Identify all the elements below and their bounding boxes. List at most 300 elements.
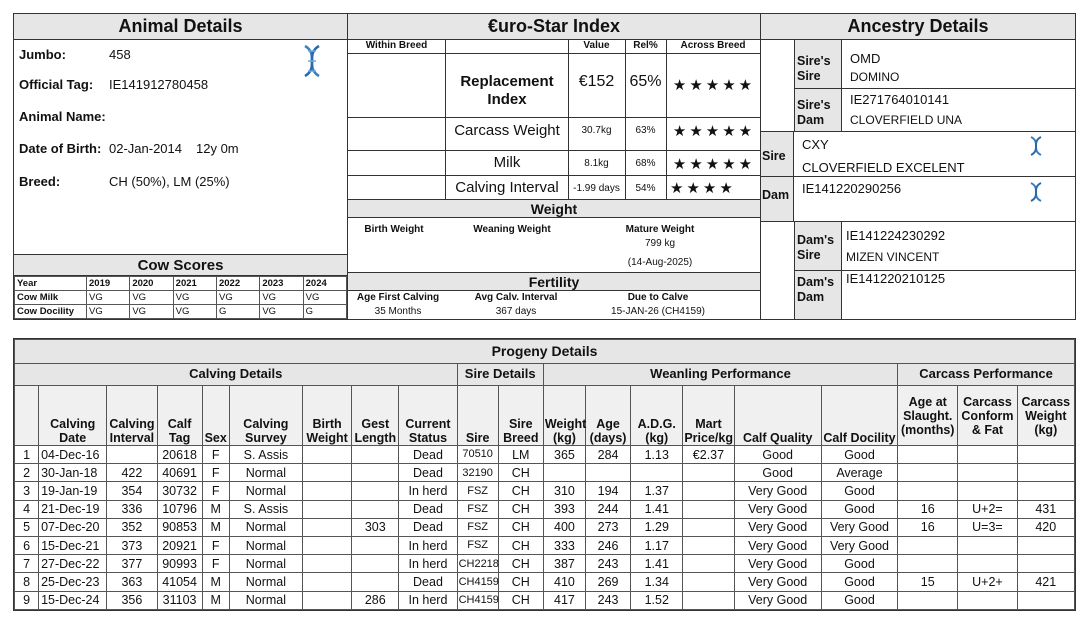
progeny-cell: In herd bbox=[399, 482, 457, 500]
progeny-cell: Good bbox=[734, 464, 821, 482]
progeny-cell: CH bbox=[498, 591, 543, 609]
progeny-cell: 246 bbox=[586, 536, 631, 554]
progeny-cell: 16 bbox=[898, 500, 958, 518]
progeny-cell: M bbox=[202, 518, 229, 536]
progeny-cell: Very Good bbox=[734, 536, 821, 554]
progeny-cell bbox=[303, 518, 352, 536]
progeny-cell: CH2218 bbox=[457, 555, 498, 573]
progeny-cell: 9 bbox=[15, 591, 39, 609]
progeny-cell: 273 bbox=[586, 518, 631, 536]
progeny-cell: 363 bbox=[107, 573, 157, 591]
progeny-cell bbox=[303, 573, 352, 591]
dam-dam-label: Dam's Dam bbox=[797, 275, 835, 304]
progeny-cell: 269 bbox=[586, 573, 631, 591]
animal-name-label: Animal Name: bbox=[19, 109, 106, 124]
within-breed-header: Within Breed bbox=[365, 40, 428, 51]
progeny-cell: FSZ bbox=[457, 500, 498, 518]
progeny-cell: Normal bbox=[229, 482, 302, 500]
col-header: Mart Price/kg bbox=[683, 386, 734, 446]
progeny-cell bbox=[683, 500, 734, 518]
dam-label: Dam bbox=[762, 188, 790, 202]
dam-tag: IE141220290256 bbox=[802, 181, 902, 196]
progeny-cell: CH bbox=[498, 536, 543, 554]
progeny-cell bbox=[303, 464, 352, 482]
progeny-cell bbox=[898, 536, 958, 554]
sire-details-group: Sire Details bbox=[457, 364, 543, 386]
cow-docility-row bbox=[15, 305, 347, 319]
progeny-cell: 333 bbox=[543, 536, 585, 554]
progeny-cell: 1 bbox=[15, 446, 39, 464]
progeny-cell bbox=[898, 591, 958, 609]
birth-weight-label: Birth Weight bbox=[364, 224, 424, 235]
progeny-cell bbox=[107, 446, 157, 464]
progeny-cell: Good bbox=[821, 482, 897, 500]
mature-weight-date: (14-Aug-2025) bbox=[627, 257, 693, 268]
progeny-cell bbox=[352, 573, 399, 591]
progeny-cell bbox=[683, 464, 734, 482]
progeny-cell: 1.29 bbox=[631, 518, 683, 536]
carcass-weight-stars: ★★★★★ bbox=[672, 123, 756, 140]
year-label: Year bbox=[15, 277, 87, 291]
due-to-calve-label: Due to Calve bbox=[627, 292, 689, 303]
progeny-cell bbox=[1017, 464, 1074, 482]
cow-scores-table bbox=[14, 276, 347, 319]
sire-sire-code: OMD bbox=[850, 51, 881, 66]
progeny-cell bbox=[683, 482, 734, 500]
progeny-cell: 4 bbox=[15, 500, 39, 518]
progeny-cell bbox=[586, 464, 631, 482]
progeny-cell: In herd bbox=[399, 536, 457, 554]
progeny-cell: 32190 bbox=[457, 464, 498, 482]
col-header: Age at Slaught. (months) bbox=[898, 386, 958, 446]
score-cell: VG bbox=[130, 305, 173, 319]
progeny-cell: 8 bbox=[15, 573, 39, 591]
progeny-cell: 90993 bbox=[157, 555, 202, 573]
progeny-cell bbox=[352, 500, 399, 518]
score-cell: VG bbox=[87, 291, 130, 305]
progeny-cell bbox=[303, 536, 352, 554]
progeny-cell: 30732 bbox=[157, 482, 202, 500]
progeny-cell: Very Good bbox=[821, 518, 897, 536]
progeny-cell: 387 bbox=[543, 555, 585, 573]
progeny-cell: 5 bbox=[15, 518, 39, 536]
progeny-cell: F bbox=[202, 536, 229, 554]
ancestry-title: Ancestry Details bbox=[761, 14, 1075, 40]
milk-stars: ★★★★★ bbox=[672, 156, 756, 173]
progeny-cell bbox=[1017, 555, 1074, 573]
col-header bbox=[15, 386, 39, 446]
progeny-cell: Normal bbox=[229, 536, 302, 554]
progeny-cell: 352 bbox=[107, 518, 157, 536]
progeny-cell: 7 bbox=[15, 555, 39, 573]
due-to-calve-value: 15-JAN-26 (CH4159) bbox=[611, 306, 705, 317]
divider bbox=[761, 221, 1075, 222]
cow-docility-label: Cow Docility bbox=[15, 305, 87, 319]
progeny-cell bbox=[898, 555, 958, 573]
progeny-cell: 1.17 bbox=[631, 536, 683, 554]
progeny-cell: Average bbox=[821, 464, 897, 482]
eurostar-title: €uro-Star Index bbox=[348, 14, 760, 40]
progeny-cell: F bbox=[202, 482, 229, 500]
progeny-cell: FSZ bbox=[457, 482, 498, 500]
divider bbox=[348, 53, 760, 54]
dna-icon[interactable] bbox=[1029, 182, 1043, 202]
progeny-cell: F bbox=[202, 555, 229, 573]
progeny-row bbox=[15, 500, 1075, 518]
progeny-cell bbox=[683, 591, 734, 609]
col-header: Calving Interval bbox=[107, 386, 157, 446]
progeny-cell: F bbox=[202, 446, 229, 464]
progeny-cell: 30-Jan-18 bbox=[39, 464, 107, 482]
progeny-cell: 1.34 bbox=[631, 573, 683, 591]
progeny-cell: 354 bbox=[107, 482, 157, 500]
col-header: Calf Quality bbox=[734, 386, 821, 446]
carcass-weight-rel: 63% bbox=[635, 125, 656, 136]
progeny-cell: 15 bbox=[898, 573, 958, 591]
progeny-cell: 15-Dec-24 bbox=[39, 591, 107, 609]
progeny-cell: 244 bbox=[586, 500, 631, 518]
cow-scores-section bbox=[14, 254, 347, 319]
divider bbox=[794, 88, 1075, 89]
progeny-table bbox=[14, 339, 1075, 610]
year-2022: 2022 bbox=[216, 277, 259, 291]
score-cell: VG bbox=[130, 291, 173, 305]
calving-interval-label: Calving Interval bbox=[455, 179, 559, 196]
progeny-cell: Very Good bbox=[734, 573, 821, 591]
mature-weight-value: 799 kg bbox=[644, 238, 676, 249]
progeny-row bbox=[15, 536, 1075, 554]
carcass-performance-group: Carcass Performance bbox=[898, 364, 1075, 386]
progeny-cell: FSZ bbox=[457, 536, 498, 554]
sire-dam-tag: IE271764010141 bbox=[850, 92, 950, 107]
progeny-cell: M bbox=[202, 500, 229, 518]
progeny-cell: 10796 bbox=[157, 500, 202, 518]
col-header: Sire bbox=[457, 386, 498, 446]
progeny-cell: U+2= bbox=[958, 500, 1017, 518]
value-header: Value bbox=[583, 40, 610, 51]
progeny-cell: 27-Dec-22 bbox=[39, 555, 107, 573]
progeny-cell: 19-Jan-19 bbox=[39, 482, 107, 500]
progeny-cell: 16 bbox=[898, 518, 958, 536]
divider bbox=[348, 150, 760, 151]
progeny-cell: 6 bbox=[15, 536, 39, 554]
progeny-cell bbox=[898, 464, 958, 482]
dam-sire-tag: IE141224230292 bbox=[846, 228, 946, 243]
eurostar-panel bbox=[347, 13, 761, 320]
progeny-cell: 410 bbox=[543, 573, 585, 591]
progeny-cell: 194 bbox=[586, 482, 631, 500]
progeny-cell bbox=[352, 464, 399, 482]
cow-milk-label: Cow Milk bbox=[15, 291, 87, 305]
progeny-cell bbox=[898, 482, 958, 500]
cow-milk-row bbox=[15, 291, 347, 305]
progeny-cell: Very Good bbox=[734, 591, 821, 609]
progeny-cell: 377 bbox=[107, 555, 157, 573]
progeny-cell: Dead bbox=[399, 573, 457, 591]
progeny-cell bbox=[683, 573, 734, 591]
progeny-cell bbox=[958, 446, 1017, 464]
replacement-index-rel: 65% bbox=[629, 73, 662, 90]
year-2024: 2024 bbox=[303, 277, 346, 291]
dam-sire-label: Dam's Sire bbox=[797, 233, 835, 262]
progeny-cell: 70510 bbox=[457, 446, 498, 464]
age-first-calving-value: 35 Months bbox=[374, 306, 422, 317]
year-2021: 2021 bbox=[173, 277, 216, 291]
age-value: 12y 0m bbox=[196, 141, 239, 156]
progeny-cell: €2.37 bbox=[683, 446, 734, 464]
col-header: Weight (kg) bbox=[543, 386, 585, 446]
progeny-cell: 310 bbox=[543, 482, 585, 500]
progeny-cell: 2 bbox=[15, 464, 39, 482]
progeny-cell: 365 bbox=[543, 446, 585, 464]
progeny-cell: Very Good bbox=[734, 555, 821, 573]
progeny-cell: 1.41 bbox=[631, 555, 683, 573]
year-2019: 2019 bbox=[87, 277, 130, 291]
progeny-cell: Good bbox=[734, 446, 821, 464]
col-header: Gest Length bbox=[352, 386, 399, 446]
progeny-title: Progeny Details bbox=[15, 340, 1075, 364]
progeny-cell: CH bbox=[498, 573, 543, 591]
progeny-cell bbox=[1017, 482, 1074, 500]
ancestry-panel bbox=[760, 13, 1076, 320]
progeny-cell: 431 bbox=[1017, 500, 1074, 518]
weaning-weight-label: Weaning Weight bbox=[473, 224, 551, 235]
score-cell: G bbox=[216, 305, 259, 319]
progeny-cell: Good bbox=[821, 573, 897, 591]
sire-dam-label: Sire's Dam bbox=[797, 98, 831, 127]
progeny-cell: 40691 bbox=[157, 464, 202, 482]
progeny-cell: 243 bbox=[586, 591, 631, 609]
dob-value: 02-Jan-2014 bbox=[109, 141, 182, 156]
progeny-row bbox=[15, 518, 1075, 536]
score-cell: G bbox=[303, 305, 346, 319]
progeny-cell: 422 bbox=[107, 464, 157, 482]
progeny-cell: CH bbox=[498, 555, 543, 573]
dob-label: Date of Birth: bbox=[19, 141, 102, 156]
progeny-cell: 1.52 bbox=[631, 591, 683, 609]
calving-interval-stars: ★★★★ bbox=[670, 180, 736, 197]
progeny-cell bbox=[303, 500, 352, 518]
progeny-cell bbox=[958, 591, 1017, 609]
progeny-cell: Very Good bbox=[734, 500, 821, 518]
sire-sire-name: DOMINO bbox=[850, 70, 900, 84]
weight-title: Weight bbox=[348, 199, 760, 218]
dna-icon[interactable] bbox=[301, 44, 323, 78]
progeny-cell bbox=[1017, 446, 1074, 464]
progeny-cell bbox=[303, 591, 352, 609]
calving-interval-value: -1.99 days bbox=[573, 183, 620, 194]
col-header: Calf Docility bbox=[821, 386, 897, 446]
score-cell: VG bbox=[303, 291, 346, 305]
animal-details-title: Animal Details bbox=[14, 14, 347, 40]
progeny-cell: 356 bbox=[107, 591, 157, 609]
progeny-cell: CH4159 bbox=[457, 573, 498, 591]
weanling-performance-group: Weanling Performance bbox=[543, 364, 897, 386]
progeny-row bbox=[15, 573, 1075, 591]
progeny-cell bbox=[352, 446, 399, 464]
sire-code: CXY bbox=[802, 137, 829, 152]
progeny-cell bbox=[683, 536, 734, 554]
score-cell: VG bbox=[260, 291, 303, 305]
progeny-cell: Dead bbox=[399, 518, 457, 536]
dna-icon[interactable] bbox=[1029, 136, 1043, 156]
progeny-cell: CH bbox=[498, 500, 543, 518]
progeny-cell: Good bbox=[821, 500, 897, 518]
progeny-row bbox=[15, 591, 1075, 609]
progeny-cell: 1.13 bbox=[631, 446, 683, 464]
progeny-rows bbox=[15, 446, 1075, 610]
age-first-calving-label: Age First Calving bbox=[356, 292, 440, 303]
col-header: Carcass Weight (kg) bbox=[1017, 386, 1074, 446]
cow-scores-title: Cow Scores bbox=[14, 254, 347, 276]
progeny-cell: Normal bbox=[229, 518, 302, 536]
dam-sire-name: MIZEN VINCENT bbox=[846, 250, 940, 264]
progeny-cell: 303 bbox=[352, 518, 399, 536]
carcass-weight-value: 30.7kg bbox=[581, 125, 612, 136]
progeny-cell: Normal bbox=[229, 555, 302, 573]
progeny-cell: CH bbox=[498, 482, 543, 500]
divider bbox=[348, 175, 760, 176]
progeny-cell: CH4159 bbox=[457, 591, 498, 609]
progeny-cell: 41054 bbox=[157, 573, 202, 591]
col-header: A.D.G. (kg) bbox=[631, 386, 683, 446]
progeny-cell: U=3= bbox=[958, 518, 1017, 536]
progeny-cell: Good bbox=[821, 446, 897, 464]
score-cell: VG bbox=[216, 291, 259, 305]
progeny-row bbox=[15, 482, 1075, 500]
progeny-cell: In herd bbox=[399, 591, 457, 609]
col-header: Age (days) bbox=[586, 386, 631, 446]
col-header: Sire Breed bbox=[498, 386, 543, 446]
official-tag-label: Official Tag: bbox=[19, 77, 94, 92]
progeny-cell: S. Assis bbox=[229, 446, 302, 464]
divider bbox=[761, 131, 1075, 132]
progeny-cell: FSZ bbox=[457, 518, 498, 536]
divider bbox=[761, 176, 1075, 177]
progeny-cell bbox=[303, 555, 352, 573]
official-tag-value: IE141912780458 bbox=[109, 77, 209, 92]
progeny-cell: Normal bbox=[229, 464, 302, 482]
progeny-cell: Normal bbox=[229, 573, 302, 591]
progeny-cell: M bbox=[202, 591, 229, 609]
col-header: Carcass Conform & Fat bbox=[958, 386, 1017, 446]
progeny-row bbox=[15, 464, 1075, 482]
progeny-cell: 07-Dec-20 bbox=[39, 518, 107, 536]
progeny-cell: Very Good bbox=[734, 518, 821, 536]
progeny-cell bbox=[543, 464, 585, 482]
progeny-cell: 25-Dec-23 bbox=[39, 573, 107, 591]
col-header: Sex bbox=[202, 386, 229, 446]
progeny-cell bbox=[683, 555, 734, 573]
progeny-cell bbox=[958, 482, 1017, 500]
rel-header: Rel% bbox=[633, 40, 658, 51]
progeny-cell: 243 bbox=[586, 555, 631, 573]
progeny-cell bbox=[958, 464, 1017, 482]
progeny-cell: Dead bbox=[399, 464, 457, 482]
progeny-cell: Very Good bbox=[821, 536, 897, 554]
sire-label: Sire bbox=[762, 149, 786, 163]
progeny-cell: 373 bbox=[107, 536, 157, 554]
replacement-index-label: Replacement Index bbox=[460, 73, 554, 108]
progeny-cell: 3 bbox=[15, 482, 39, 500]
progeny-cell: 1.41 bbox=[631, 500, 683, 518]
col-header: Calving Date bbox=[39, 386, 107, 446]
progeny-panel bbox=[13, 338, 1076, 611]
year-2020: 2020 bbox=[130, 277, 173, 291]
breed-label: Breed: bbox=[19, 174, 61, 189]
progeny-cell: Dead bbox=[399, 500, 457, 518]
mature-weight-label: Mature Weight bbox=[625, 224, 695, 235]
progeny-cell: Good bbox=[821, 591, 897, 609]
progeny-cell: F bbox=[202, 464, 229, 482]
progeny-cell: 20618 bbox=[157, 446, 202, 464]
fertility-title: Fertility bbox=[348, 272, 760, 291]
progeny-cell: 420 bbox=[1017, 518, 1074, 536]
progeny-cell: 20921 bbox=[157, 536, 202, 554]
progeny-cell: 421 bbox=[1017, 573, 1074, 591]
progeny-cell bbox=[303, 482, 352, 500]
cow-scores-year-row bbox=[15, 277, 347, 291]
progeny-cell: Good bbox=[821, 555, 897, 573]
progeny-cell: 04-Dec-16 bbox=[39, 446, 107, 464]
sire-dam-name: CLOVERFIELD UNA bbox=[850, 113, 963, 127]
progeny-cell bbox=[683, 518, 734, 536]
progeny-cell: U+2+ bbox=[958, 573, 1017, 591]
col-header: Calf Tag bbox=[157, 386, 202, 446]
milk-value: 8.1kg bbox=[584, 158, 609, 169]
progeny-row bbox=[15, 446, 1075, 464]
progeny-cell: 21-Dec-19 bbox=[39, 500, 107, 518]
progeny-cell: 90853 bbox=[157, 518, 202, 536]
progeny-cell: M bbox=[202, 573, 229, 591]
divider bbox=[348, 117, 760, 118]
replacement-index-stars: ★★★★★ bbox=[672, 77, 756, 94]
progeny-cell: 286 bbox=[352, 591, 399, 609]
jumbo-value: 458 bbox=[109, 47, 131, 62]
replacement-index-value: €152 bbox=[578, 73, 615, 90]
progeny-header-row bbox=[15, 386, 1075, 446]
progeny-cell: 336 bbox=[107, 500, 157, 518]
calving-interval-rel: 54% bbox=[635, 183, 656, 194]
progeny-cell bbox=[958, 536, 1017, 554]
progeny-cell: CH bbox=[498, 518, 543, 536]
score-cell: VG bbox=[173, 305, 216, 319]
calving-details-group: Calving Details bbox=[15, 364, 458, 386]
carcass-weight-label: Carcass Weight bbox=[454, 122, 560, 139]
progeny-cell bbox=[352, 536, 399, 554]
progeny-cell bbox=[898, 446, 958, 464]
milk-label: Milk bbox=[493, 154, 521, 171]
progeny-cell bbox=[1017, 591, 1074, 609]
score-cell: VG bbox=[87, 305, 130, 319]
col-header: Calving Survey bbox=[229, 386, 302, 446]
progeny-cell: Very Good bbox=[734, 482, 821, 500]
breed-value: CH (50%), LM (25%) bbox=[109, 174, 230, 189]
progeny-cell: 1.37 bbox=[631, 482, 683, 500]
progeny-cell bbox=[958, 555, 1017, 573]
progeny-cell: CH bbox=[498, 464, 543, 482]
jumbo-label: Jumbo: bbox=[19, 47, 66, 62]
progeny-cell: Dead bbox=[399, 446, 457, 464]
avg-calving-interval-value: 367 days bbox=[495, 306, 537, 317]
animal-details-panel bbox=[13, 13, 348, 320]
progeny-cell: 15-Dec-21 bbox=[39, 536, 107, 554]
progeny-cell bbox=[303, 446, 352, 464]
year-2023: 2023 bbox=[260, 277, 303, 291]
progeny-cell: 284 bbox=[586, 446, 631, 464]
progeny-cell bbox=[1017, 536, 1074, 554]
progeny-cell: LM bbox=[498, 446, 543, 464]
